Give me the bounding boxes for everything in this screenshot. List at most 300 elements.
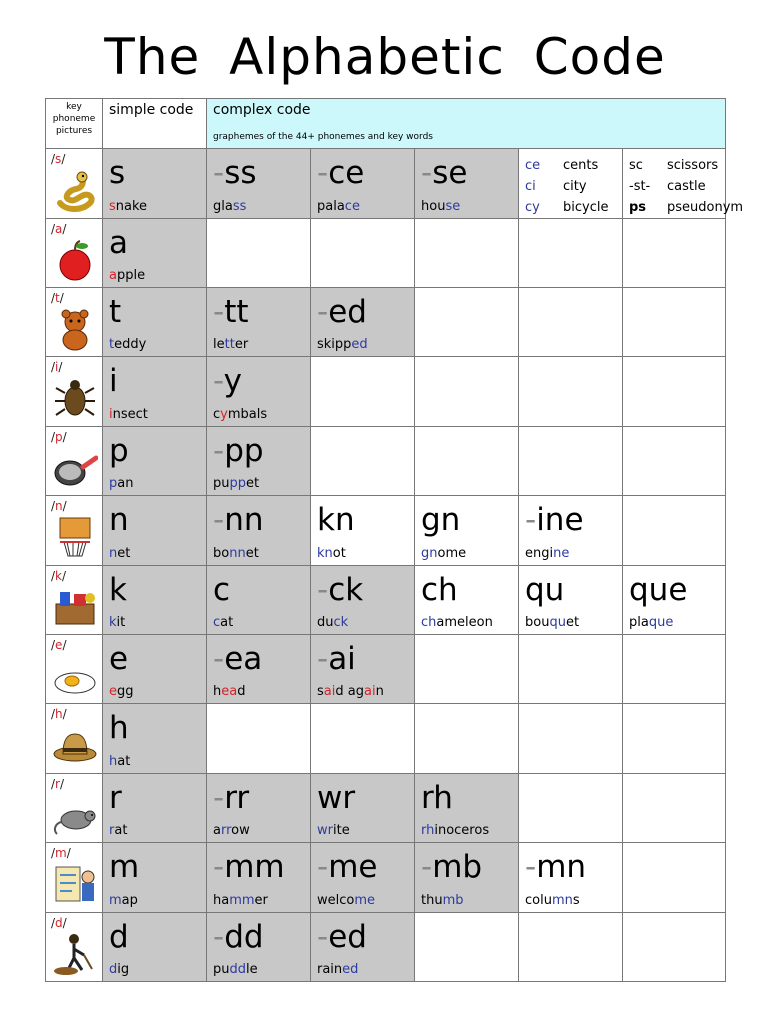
key-picture-cell xyxy=(46,218,103,287)
word-part: ch xyxy=(421,615,437,631)
word-part: que xyxy=(648,615,674,631)
complex-key-word xyxy=(317,337,368,352)
complex-extra-cell xyxy=(623,149,744,218)
word-part: d xyxy=(335,684,344,700)
complex-code-cell xyxy=(207,773,311,842)
complex-extra-cell xyxy=(519,149,623,218)
word-part: n xyxy=(375,684,384,700)
complex-grapheme xyxy=(317,570,363,610)
phoneme-symbol: h xyxy=(55,707,63,722)
phoneme-symbol: t xyxy=(55,291,60,306)
word-part: welco xyxy=(317,892,355,908)
grapheme-text: rr xyxy=(224,779,250,816)
empty-cell xyxy=(415,218,519,287)
complex-code-header xyxy=(207,99,726,149)
grapheme-text: pp xyxy=(224,432,264,469)
complex-code-subtitle: graphemes of the 44+ phonemes and key words xyxy=(213,132,433,142)
egg-icon xyxy=(52,653,98,699)
phoneme-row-m xyxy=(46,843,726,912)
word-part: rh xyxy=(421,823,435,839)
grapheme-text: ce xyxy=(328,155,365,192)
word-part: ag xyxy=(343,684,364,700)
simple-key-word xyxy=(109,823,127,838)
grapheme-text: ed xyxy=(328,918,367,955)
simple-code-cell xyxy=(103,496,207,565)
key-picture-cell xyxy=(46,704,103,773)
word-part: s xyxy=(109,198,116,214)
empty-cell xyxy=(415,426,519,495)
word-part: bou xyxy=(525,615,550,631)
word-part: pala xyxy=(317,198,345,214)
rat-icon xyxy=(52,792,98,838)
complex-code-cell xyxy=(311,288,415,357)
complex-grapheme xyxy=(213,292,249,332)
phoneme-symbol: e xyxy=(55,638,63,653)
grapheme-text: ss xyxy=(224,155,257,192)
complex-code-cell xyxy=(311,149,415,218)
complex-grapheme: rh xyxy=(421,779,453,816)
grapheme-dash: - xyxy=(317,849,329,886)
grapheme-text: ck xyxy=(328,571,364,608)
word-part: se xyxy=(445,198,461,214)
complex-key-word xyxy=(317,199,360,214)
word-part: ot xyxy=(332,545,346,561)
map-person-icon xyxy=(52,861,98,907)
complex-grapheme xyxy=(213,917,264,957)
complex-code-cell xyxy=(207,912,311,981)
word-part: pple xyxy=(116,268,146,284)
simple-code-cell xyxy=(103,218,207,287)
simple-code-cell xyxy=(103,773,207,842)
complex-code-cell xyxy=(519,496,623,565)
complex-code-cell xyxy=(311,496,415,565)
complex-grapheme xyxy=(213,847,285,887)
extra-line xyxy=(525,197,608,218)
word-part: hou xyxy=(421,198,446,214)
phoneme-label: /a/ xyxy=(51,221,67,236)
word-part: gg xyxy=(117,684,134,700)
word-part: ap xyxy=(121,892,138,908)
phoneme-row-h xyxy=(46,704,726,773)
complex-key-word xyxy=(213,893,268,908)
simple-grapheme: p xyxy=(109,432,129,469)
grapheme-dash: - xyxy=(421,155,433,192)
word-part: bo xyxy=(213,545,230,561)
empty-cell xyxy=(519,357,623,426)
extra-line xyxy=(629,155,743,176)
simple-key-word xyxy=(109,684,134,699)
word-part: h xyxy=(213,684,222,700)
extra-list xyxy=(629,155,743,218)
complex-grapheme xyxy=(317,153,364,193)
empty-cell xyxy=(519,773,623,842)
phoneme-symbol: d xyxy=(55,915,63,930)
complex-grapheme: kn xyxy=(317,502,355,539)
simple-key-word xyxy=(109,546,130,561)
phoneme-label: /m/ xyxy=(51,846,71,861)
complex-grapheme: que xyxy=(629,571,688,608)
complex-key-word xyxy=(525,546,569,561)
extra-list xyxy=(525,155,608,218)
empty-cell xyxy=(415,704,519,773)
complex-key-word xyxy=(317,893,375,908)
insect-icon xyxy=(52,375,98,421)
word-part: et xyxy=(246,476,260,492)
grapheme-text: y xyxy=(223,363,243,400)
word-part: rr xyxy=(220,823,232,839)
word-part: pu xyxy=(213,962,230,977)
extra-line xyxy=(629,197,743,218)
complex-code-cell xyxy=(415,843,519,912)
complex-grapheme: wr xyxy=(317,779,356,816)
teddy-bear-icon xyxy=(52,306,98,352)
key-picture-cell xyxy=(46,635,103,704)
simple-key-word xyxy=(109,754,130,769)
complex-key-word xyxy=(525,893,580,908)
simple-code-cell xyxy=(103,149,207,218)
extra-word: castle xyxy=(667,179,706,195)
key-picture-cell xyxy=(46,149,103,218)
word-part: nsect xyxy=(112,406,148,422)
word-part: ai xyxy=(323,684,336,700)
empty-cell xyxy=(207,704,311,773)
simple-grapheme: a xyxy=(109,224,128,261)
complex-key-word xyxy=(317,684,384,699)
key-header-line: pictures xyxy=(55,126,93,136)
word-part: p xyxy=(109,476,118,492)
simple-grapheme: h xyxy=(109,710,129,747)
phoneme-symbol: a xyxy=(55,221,63,236)
grapheme-dash: - xyxy=(317,294,329,331)
pan-icon xyxy=(52,445,98,491)
grapheme-text: mm xyxy=(224,849,285,886)
extra-grapheme: sc xyxy=(629,158,643,174)
grapheme-dash: - xyxy=(213,918,225,955)
extra-word: pseudonym xyxy=(667,200,744,216)
extra-line xyxy=(525,155,608,176)
word-part: er xyxy=(254,892,268,908)
empty-cell xyxy=(311,704,415,773)
complex-code-cell xyxy=(207,357,311,426)
word-part: ameleon xyxy=(436,615,493,631)
grapheme-text: se xyxy=(432,155,468,192)
word-part: h xyxy=(109,753,118,769)
word-part: it xyxy=(116,615,126,631)
simple-grapheme: r xyxy=(109,779,122,816)
word-part: y xyxy=(220,406,228,422)
word-part: thu xyxy=(421,892,443,908)
complex-code-cell xyxy=(415,773,519,842)
complex-code-cell xyxy=(207,426,311,495)
grapheme-dash: - xyxy=(213,432,225,469)
complex-key-word xyxy=(629,615,673,630)
complex-grapheme xyxy=(525,500,584,540)
word-part: i xyxy=(109,406,113,422)
extra-line xyxy=(629,176,743,197)
simple-key-word xyxy=(109,337,146,352)
complex-grapheme xyxy=(421,153,467,193)
word-part: et xyxy=(565,615,580,631)
word-part: inoceros xyxy=(434,823,490,839)
grapheme-text: ea xyxy=(224,641,263,678)
complex-code-cell xyxy=(311,912,415,981)
empty-cell xyxy=(623,843,726,912)
word-part: ig xyxy=(117,962,130,977)
grapheme-dash: - xyxy=(213,849,225,886)
word-part: gla xyxy=(213,198,233,214)
simple-key-word xyxy=(109,476,133,491)
complex-grapheme xyxy=(213,500,263,540)
digging-person-icon xyxy=(52,931,98,977)
alphabetic-code-table xyxy=(45,98,744,982)
simple-grapheme: k xyxy=(109,571,127,608)
complex-key-word xyxy=(213,684,245,699)
word-part: er xyxy=(234,337,249,353)
complex-key-word xyxy=(213,962,258,977)
grapheme-dash: - xyxy=(317,641,329,678)
word-part: nn xyxy=(229,545,246,561)
complex-key-word xyxy=(317,823,350,838)
word-part: n xyxy=(109,545,118,561)
key-picture-cell xyxy=(46,496,103,565)
page-title: The Alphabetic Code xyxy=(104,28,666,86)
grapheme-dash: - xyxy=(525,849,537,886)
complex-code-title: complex code xyxy=(213,102,311,118)
word-part: le xyxy=(246,962,258,977)
empty-cell xyxy=(623,426,726,495)
basketball-net-icon xyxy=(52,514,98,560)
simple-grapheme: i xyxy=(109,363,118,400)
word-part: rain xyxy=(317,962,343,977)
phoneme-row-n xyxy=(46,496,726,565)
phoneme-symbol: i xyxy=(55,360,59,375)
word-part: ome xyxy=(437,545,467,561)
empty-cell xyxy=(623,496,726,565)
complex-key-word xyxy=(213,823,250,838)
empty-cell xyxy=(623,704,726,773)
word-part: at xyxy=(117,753,131,769)
word-part: mb xyxy=(442,892,464,908)
grapheme-text: tt xyxy=(224,294,249,331)
phoneme-row-i xyxy=(46,357,726,426)
complex-key-word xyxy=(421,546,466,561)
phoneme-label: /d/ xyxy=(51,915,67,930)
complex-code-cell xyxy=(415,565,519,634)
grapheme-dash: - xyxy=(421,849,433,886)
complex-key-word xyxy=(317,615,348,630)
complex-grapheme xyxy=(421,847,482,887)
word-part: wr xyxy=(317,823,333,839)
empty-cell xyxy=(311,218,415,287)
complex-code-cell xyxy=(415,149,519,218)
simple-grapheme: m xyxy=(109,849,140,886)
complex-grapheme: ch xyxy=(421,571,458,608)
empty-cell xyxy=(519,426,623,495)
word-part: le xyxy=(213,337,225,353)
grapheme-dash: - xyxy=(213,641,225,678)
empty-cell xyxy=(623,773,726,842)
word-part: s xyxy=(317,684,324,700)
complex-code-cell xyxy=(207,635,311,704)
word-part: a xyxy=(109,268,117,284)
empty-cell xyxy=(519,288,623,357)
grapheme-text: ed xyxy=(328,294,367,331)
word-part: et xyxy=(117,545,131,561)
grapheme-dash: - xyxy=(213,502,225,539)
extra-line xyxy=(525,176,608,197)
snake-icon xyxy=(52,167,98,213)
apple-icon xyxy=(52,237,98,283)
grapheme-dash: - xyxy=(317,918,329,955)
word-part: at xyxy=(220,615,234,631)
key-picture-cell xyxy=(46,426,103,495)
empty-cell xyxy=(415,635,519,704)
simple-code-cell xyxy=(103,843,207,912)
word-part: mn xyxy=(551,892,573,908)
empty-cell xyxy=(311,357,415,426)
phoneme-label: /r/ xyxy=(51,776,65,791)
phoneme-symbol: p xyxy=(55,429,63,444)
empty-cell xyxy=(519,218,623,287)
grapheme-dash: - xyxy=(213,155,225,192)
complex-grapheme xyxy=(213,361,242,401)
simple-grapheme: d xyxy=(109,918,129,955)
phoneme-label: /e/ xyxy=(51,638,67,653)
simple-code-cell xyxy=(103,704,207,773)
word-part: skipp xyxy=(317,337,352,353)
word-part: me xyxy=(354,892,376,908)
word-part: ed xyxy=(351,337,368,353)
phoneme-row-s xyxy=(46,149,726,218)
phoneme-row-d xyxy=(46,912,726,981)
phoneme-symbol: k xyxy=(55,568,62,583)
complex-key-word xyxy=(317,962,358,977)
word-part: engi xyxy=(525,545,554,561)
complex-key-word xyxy=(525,615,579,630)
complex-grapheme xyxy=(213,431,264,471)
complex-grapheme xyxy=(213,778,249,818)
extra-grapheme: cy xyxy=(525,200,540,216)
extra-word: bicycle xyxy=(563,200,609,216)
extra-grapheme: ce xyxy=(525,158,541,174)
complex-code-cell xyxy=(311,635,415,704)
empty-cell xyxy=(519,704,623,773)
word-part: kn xyxy=(317,545,333,561)
phoneme-symbol: r xyxy=(55,776,60,791)
phoneme-label: /k/ xyxy=(51,568,67,583)
key-picture-cell xyxy=(46,565,103,634)
word-part: s xyxy=(572,892,580,908)
complex-key-word xyxy=(421,199,460,214)
extra-word: city xyxy=(563,179,587,195)
complex-grapheme xyxy=(525,847,586,887)
complex-grapheme: c xyxy=(213,571,231,608)
extra-word: scissors xyxy=(667,158,719,174)
word-part: c xyxy=(213,615,221,631)
phoneme-label: /i/ xyxy=(51,360,63,375)
complex-grapheme xyxy=(317,292,367,332)
empty-cell xyxy=(623,635,726,704)
grapheme-dash: - xyxy=(317,155,329,192)
grapheme-text: dd xyxy=(224,918,264,955)
word-part: ha xyxy=(213,892,230,908)
grapheme-dash: - xyxy=(213,294,225,331)
complex-key-word xyxy=(213,407,267,422)
word-part: du xyxy=(317,615,334,631)
word-part: et xyxy=(245,545,259,561)
phoneme-label: /t/ xyxy=(51,291,64,306)
simple-key-word xyxy=(109,893,138,908)
word-part: c xyxy=(213,406,221,422)
complex-code-cell xyxy=(519,565,623,634)
complex-key-word xyxy=(421,615,493,630)
extra-word: cents xyxy=(563,158,599,174)
phoneme-label: /s/ xyxy=(51,152,66,167)
word-part: tt xyxy=(224,337,235,353)
complex-key-word xyxy=(213,615,233,630)
grapheme-text: ine xyxy=(536,502,584,539)
simple-code-cell xyxy=(103,635,207,704)
simple-code-cell xyxy=(103,912,207,981)
empty-cell xyxy=(415,357,519,426)
empty-cell xyxy=(415,288,519,357)
grapheme-text: mn xyxy=(536,849,587,886)
word-part: m xyxy=(109,892,122,908)
simple-key-word xyxy=(109,268,145,283)
word-part: ne xyxy=(553,545,570,561)
complex-code-cell xyxy=(207,288,311,357)
word-part: mbals xyxy=(227,406,268,422)
key-header-line: key xyxy=(66,102,82,112)
empty-cell xyxy=(623,288,726,357)
word-part: an xyxy=(117,476,134,492)
grapheme-text: nn xyxy=(224,502,264,539)
kit-box-icon xyxy=(52,584,98,630)
simple-grapheme: s xyxy=(109,155,126,192)
complex-key-word xyxy=(421,893,464,908)
hat-icon xyxy=(52,722,98,768)
complex-grapheme xyxy=(213,153,257,193)
grapheme-text: mb xyxy=(432,849,483,886)
word-part: ck xyxy=(333,615,349,631)
complex-code-cell xyxy=(519,843,623,912)
grapheme-text: ai xyxy=(328,641,356,678)
word-part: d xyxy=(237,684,246,700)
empty-cell xyxy=(519,912,623,981)
empty-cell xyxy=(415,912,519,981)
word-part: ed xyxy=(342,962,359,977)
complex-grapheme xyxy=(317,917,367,957)
complex-key-word xyxy=(213,199,246,214)
empty-cell xyxy=(311,426,415,495)
complex-grapheme xyxy=(317,639,356,679)
phoneme-label: /n/ xyxy=(51,499,67,514)
key-header-line: phoneme xyxy=(52,114,96,124)
simple-code-cell xyxy=(103,426,207,495)
complex-key-word xyxy=(317,546,346,561)
header-row xyxy=(46,99,726,149)
complex-key-word xyxy=(213,337,248,352)
key-picture-cell xyxy=(46,773,103,842)
phoneme-row-r xyxy=(46,773,726,842)
simple-key-word xyxy=(109,199,147,214)
complex-code-cell xyxy=(207,496,311,565)
word-part: dd xyxy=(229,962,247,977)
word-part: at xyxy=(114,823,128,839)
simple-grapheme: e xyxy=(109,641,129,678)
simple-code-cell xyxy=(103,288,207,357)
word-part: ce xyxy=(344,198,360,214)
